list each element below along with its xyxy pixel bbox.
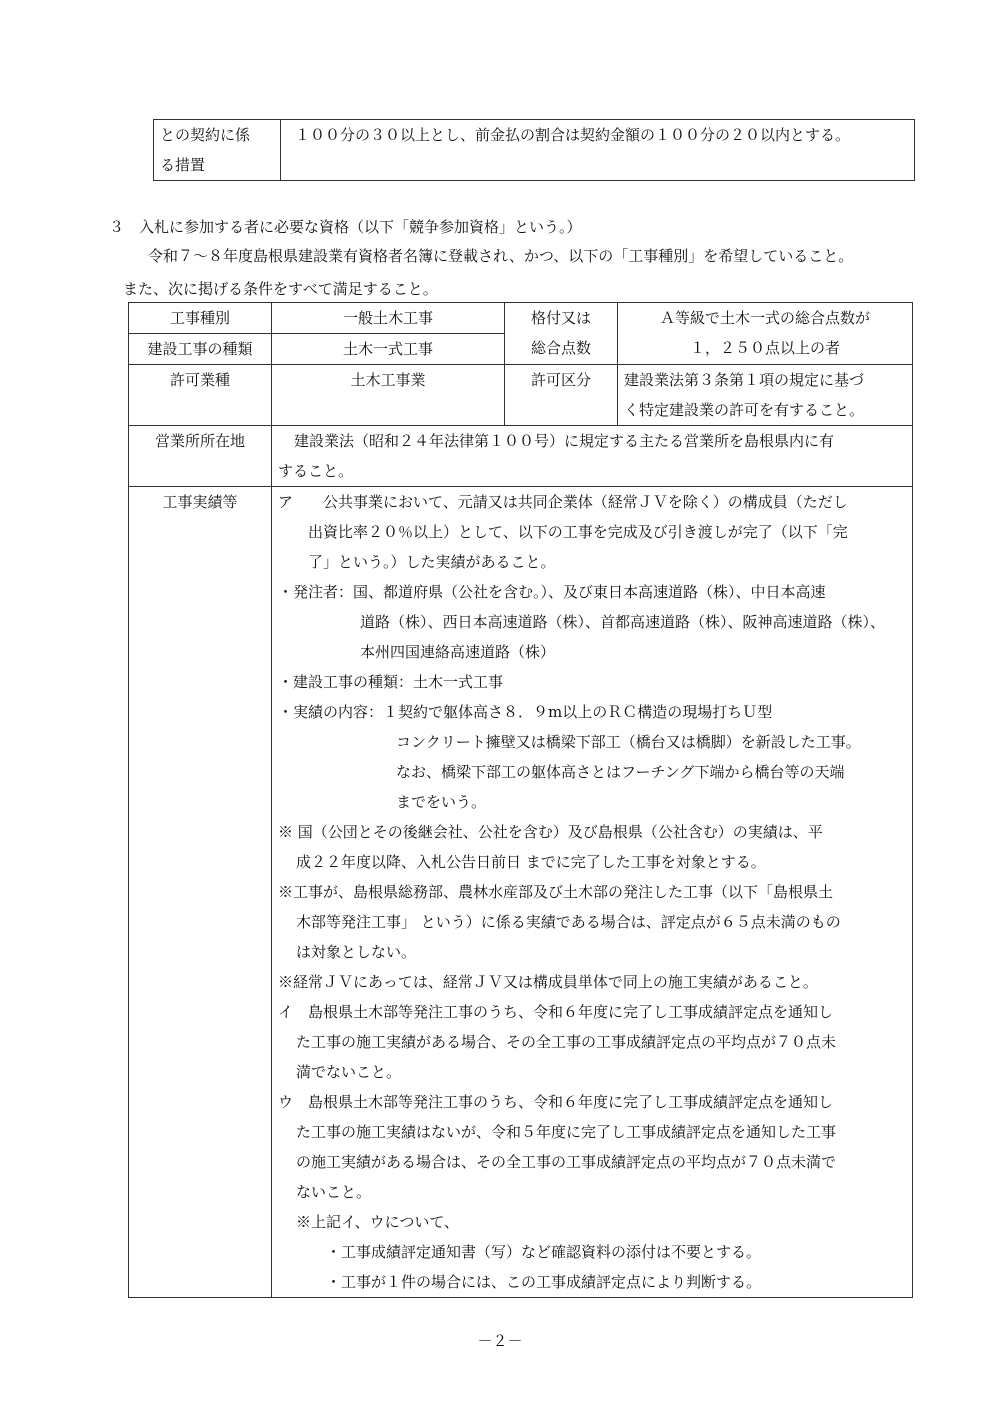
content-line: までをいう。: [396, 793, 487, 811]
table-row: [154, 120, 915, 181]
item-a-line: 了」という。）した実績があること。: [308, 553, 556, 571]
label-line: 格付又は: [530, 309, 591, 327]
value-line: 建設業法（昭和２４年法律第１００号）に規定する主たる営業所を島根県内に有: [294, 432, 835, 450]
value-line: Ａ等級で土木一式の総合点数が: [659, 309, 870, 327]
item-i-line: イ 島根県土木部等発注工事のうち、令和６年度に完了し工事成績評定点を通知し: [278, 1003, 834, 1021]
page-number: －２－: [477, 1332, 523, 1350]
section-title: ３ 入札に参加する者に必要な資格（以下「競争参加資格」という。）: [109, 218, 582, 236]
license-type-label: 許可業種: [129, 365, 272, 426]
qualification-table: [128, 302, 913, 1298]
note-line: 成２２年度以降、入札公告日前日 までに完了した工事を対象とする。: [296, 853, 766, 871]
item-u-line: ウ 島根県土木部等発注工事のうち、令和６年度に完了し工事成績評定点を通知し: [278, 1093, 834, 1111]
label-line: る措置: [160, 156, 206, 174]
section-paragraph: 令和７～８年度島根県建設業有資格者名簿に登載され、かつ、以下の「工事種別」を希望していること。: [148, 247, 854, 265]
orderer-line: ・発注者：国、都道府県（公社を含む。）、及び東日本高速道路（株）、中日本高速: [278, 583, 826, 601]
office-location-value: [272, 426, 913, 487]
content-line: ・実績の内容：１契約で躯体高さ８．９m以上のＲＣ構造の現場打ちＵ型: [278, 703, 773, 721]
bullet-line: ・工事成績評定通知書（写）など確認資料の添付は不要とする。: [326, 1243, 762, 1261]
work-category-value: 一般土木工事: [272, 303, 505, 334]
table-row: [129, 303, 913, 334]
value-line: １，２５０点以上の者: [689, 339, 840, 357]
note-line: は対象としない。: [296, 943, 417, 961]
construction-kind-line: ・建設工事の種類：土木一式工事: [278, 673, 504, 691]
work-record-value: [272, 487, 913, 1298]
note-line: ※工事が、島根県総務部、農林水産部及び土木部の発注した工事（以下「島根県土: [278, 883, 834, 901]
item-i-line: た工事の施工実績がある場合、その全工事の工事成績評定点の平均点が７０点未: [296, 1033, 837, 1051]
section-paragraph: また、次に掲げる条件をすべて満足すること。: [123, 280, 438, 298]
value-line: すること。: [278, 462, 354, 480]
note-line: ※経常ＪＶにあっては、経常ＪＶ又は構成員単体で同上の施工実績があること。: [278, 973, 818, 991]
contract-measure-table: [153, 119, 915, 181]
license-type-value: 土木工事業: [272, 365, 505, 426]
rating-label: [505, 303, 618, 365]
contract-measure-value: １００分の３０以上とし、前金払の割合は契約金額の１００分の２０以内とする。: [281, 120, 915, 181]
item-a-line: ア 公共事業において、元請又は共同企業体（経常ＪＶを除く）の構成員（ただし: [278, 493, 848, 511]
note-line: ※ 国（公団とその後継会社、公社を含む）及び島根県（公社含む）の実績は、平: [278, 823, 823, 841]
content-line: なお、橋梁下部工の躯体高さとはフーチング下端から橋台等の天端: [396, 763, 845, 781]
contract-measure-label: [154, 120, 281, 181]
item-a-line: 出資比率２０％以上）として、以下の工事を完成及び引き渡しが完了（以下「完: [308, 523, 848, 541]
table-row: [129, 365, 913, 426]
construction-type-value: 土木一式工事: [272, 334, 505, 365]
content-line: コンクリート擁壁又は橋梁下部工（橋台又は橋脚）を新設した工事。: [396, 733, 861, 751]
table-row: [129, 426, 913, 487]
note-line: 木部等発注工事」 という）に係る実績である場合は、評定点が６５点未満のもの: [296, 913, 841, 931]
note-line: ※上記イ、ウについて、: [296, 1213, 460, 1231]
label-line: 総合点数: [530, 339, 591, 357]
table-row: [129, 487, 913, 1298]
work-category-label: 工事種別: [129, 303, 272, 334]
item-u-line: た工事の施工実績はないが、令和５年度に完了し工事成績評定点を通知した工事: [296, 1123, 837, 1141]
office-location-label: 営業所所在地: [129, 426, 272, 487]
item-u-line: の施工実績がある場合は、その全工事の工事成績評定点の平均点が７０点未満で: [296, 1153, 837, 1171]
item-u-line: ないこと。: [296, 1183, 372, 1201]
item-i-line: 満でないこと。: [296, 1063, 402, 1081]
license-class-label: 許可区分: [505, 365, 618, 426]
label-line: との契約に係: [160, 126, 251, 144]
orderer-line: 本州四国連絡高速道路（株）: [360, 643, 556, 661]
value-line: く特定建設業の許可を有すること。: [624, 401, 865, 419]
license-class-value: [618, 365, 913, 426]
work-record-label: 工事実績等: [129, 487, 272, 1298]
construction-type-label: 建設工事の種類: [129, 334, 272, 365]
orderer-line: 道路（株）、西日本高速道路（株）、首都高速道路（株）、阪神高速道路（株）、: [360, 613, 886, 631]
rating-value: [618, 303, 913, 365]
value-line: 建設業法第３条第１項の規定に基づ: [624, 371, 865, 389]
bullet-line: ・工事が１件の場合には、この工事成績評定点により判断する。: [326, 1273, 762, 1291]
